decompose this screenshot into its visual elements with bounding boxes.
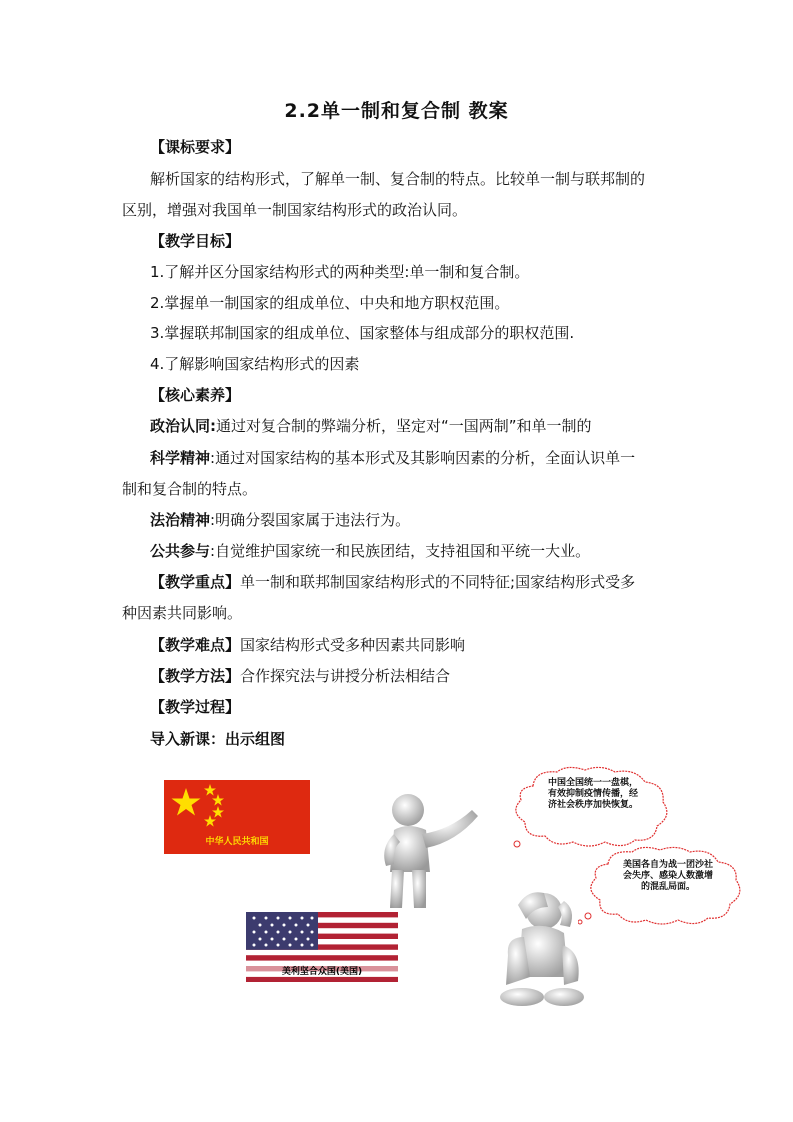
law-line: [150, 505, 682, 535]
speech-bubble-china-text: 中国全国统一一盘棋，有效抑制疫情传播，经济社会秩序加快恢复。: [547, 778, 638, 810]
law-text: :明确分裂国家属于违法行为。: [210, 511, 411, 529]
difficulty-text: 国家结构形式受多种因素共同影响: [240, 636, 466, 654]
science-line: [150, 443, 682, 473]
method-text: 合作探究法与讲授分析法相结合: [240, 667, 451, 685]
science-text: :通过对国家结构的基本形式及其影响因素的分析，全面认识单一: [210, 449, 636, 467]
document-title: 2.2单一制和复合制 教案: [284, 100, 509, 122]
science-line-2: 制和复合制的特点。: [122, 480, 258, 498]
core-heading: 【核心素养】: [150, 386, 241, 404]
goals-heading: 【教学目标】: [150, 232, 241, 250]
public-label: 公共参与: [150, 542, 211, 560]
political-label: 政治认同:: [150, 417, 216, 435]
curriculum-heading: 【课标要求】: [150, 138, 241, 156]
public-text: :自觉维护国家统一和民族团结，支持祖国和平统一大业。: [210, 542, 591, 560]
focus-line-2: 种因素共同影响。: [122, 604, 243, 622]
focus-text: 单一制和联邦制国家结构形式的不同特征;国家结构形式受多: [240, 573, 636, 591]
curriculum-text-1: 解析国家的结构形式，了解单一制、复合制的特点。比较单一制与联邦制的: [150, 170, 646, 188]
science-label: 科学精神: [150, 449, 211, 467]
usa-flag-caption: 美利坚合众国(美国): [246, 964, 398, 977]
goal-item: 2.掌握单一制国家的组成单位、中央和地方职权范围。: [150, 294, 510, 312]
political-line: [150, 411, 682, 441]
speech-bubble-china: [505, 764, 685, 848]
intro-line: 导入新课：出示组图: [150, 730, 286, 748]
intro-illustration: [160, 760, 760, 1010]
china-flag-caption: 中华人民共和国: [205, 837, 269, 847]
difficulty-label: 【教学难点】: [150, 636, 241, 654]
focus-label: 【教学重点】: [150, 573, 241, 591]
process-heading: 【教学过程】: [150, 698, 241, 716]
goal-item: 3.掌握联邦制国家的组成单位、国家整体与组成部分的职权范围.: [150, 324, 575, 342]
method-line: [150, 661, 682, 691]
method-label: 【教学方法】: [150, 667, 241, 685]
usa-flag: [246, 912, 398, 982]
speech-bubble-usa: [578, 844, 754, 926]
curriculum-text-2: 区别，增强对我国单一制国家结构形式的政治认同。: [122, 201, 468, 219]
speech-bubble-usa-text: 美国各自为战一团沙社会失序、感染人数激增的混乱局面。: [622, 860, 713, 892]
focus-line: [150, 567, 682, 597]
china-flag: [164, 780, 310, 854]
political-text: 通过对复合制的弊端分析，坚定对“一国两制”和单一制的: [216, 417, 592, 435]
law-label: 法治精神: [150, 511, 211, 529]
public-line: [150, 536, 682, 566]
goal-item: 4.了解影响国家结构形式的因素: [150, 355, 360, 373]
goal-item: 1.了解并区分国家结构形式的两种类型:单一制和复合制。: [150, 263, 530, 281]
difficulty-line: [150, 630, 682, 660]
